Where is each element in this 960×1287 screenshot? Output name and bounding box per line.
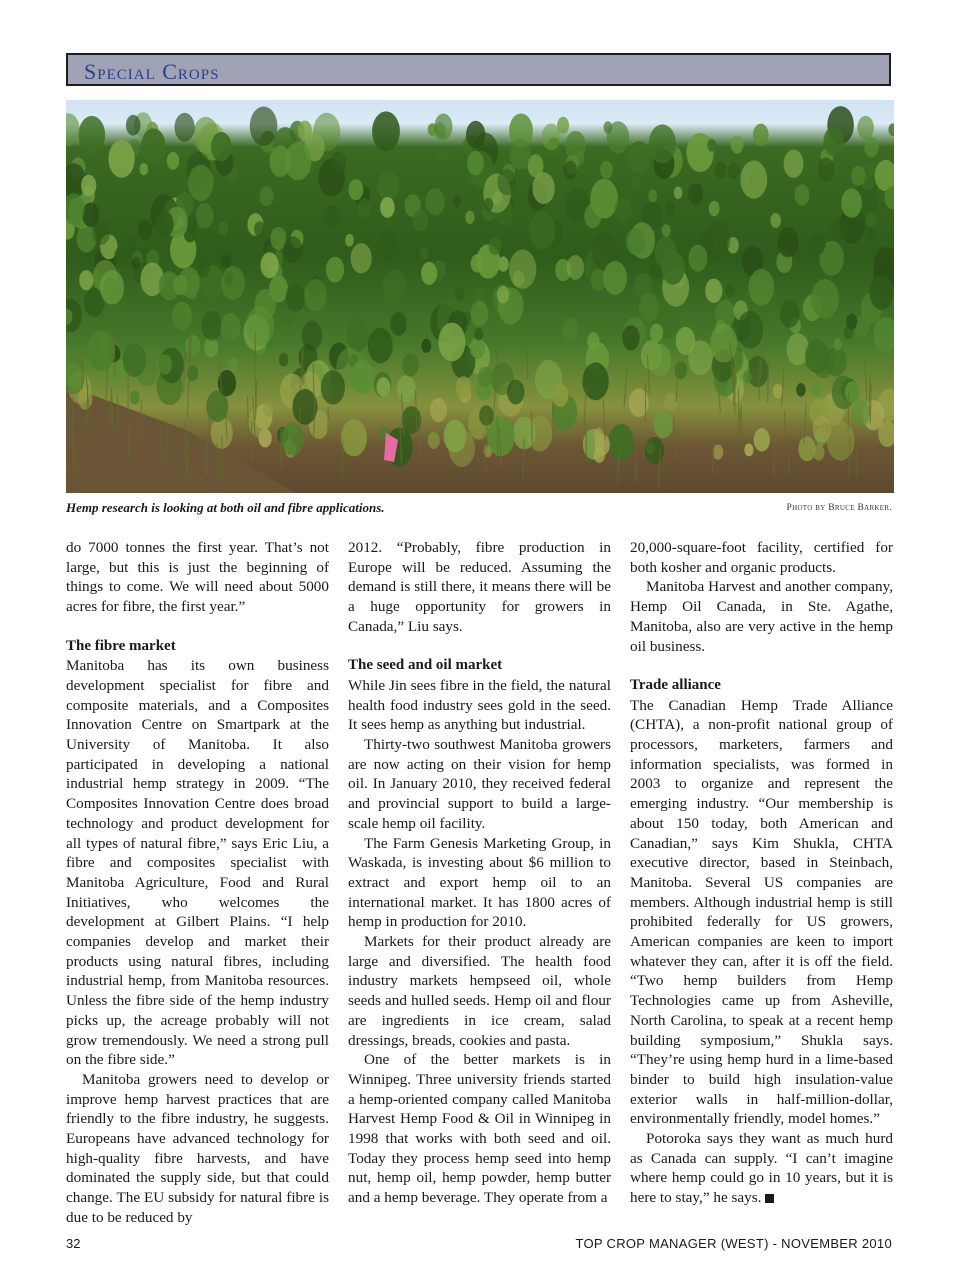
paragraph-spacer xyxy=(348,637,611,657)
body-paragraph: Manitoba Harvest and another company, Hemp Oil Canada, in Ste. Agathe, Manitoba, also are very active in the hemp oil business. xyxy=(630,578,893,655)
photo-credit: Photo by Bruce Barker. xyxy=(786,503,892,513)
subheading: The fibre market xyxy=(66,637,176,654)
body-paragraph: Manitoba growers need to develop or improve hemp harvest practices that are friendly to the fibre industry, he suggests. Europeans have advanced technology for high-quality fibre harvests, and have dominated the supply side, but that could change. The EU subsidy for natural fibre is due to be reduced by xyxy=(66,1070,329,1226)
hemp-field-photo xyxy=(66,100,894,493)
body-paragraph: Thirty-two southwest Manitoba growers are now acting on their vision for hemp oil. In January 2010, they received federal and provincial support to build a large-scale hemp oil facility. xyxy=(348,736,611,832)
body-paragraph: While Jin sees fibre in the field, the natural health food industry sees gold in the seed. It sees hemp as anything but industrial. xyxy=(348,676,611,734)
body-paragraph: One of the better markets is in Winnipeg. Three university friends started a hemp-oriented company called Manitoba Harvest Hemp Food & Oil in Winnipeg in 1998 that works with both seed and oil. Today they process hemp seed into hemp nut, hemp oil, hemp powder, hemp butter and a hemp beverage. They operate from a xyxy=(348,1051,611,1207)
body-paragraph: Markets for their product already are large and diversified. The health food industry markets hempseed oil, whole seeds and hulled seeds. Hemp oil and flour are ingredients in ice cream, salad dressings, breads, cookies and pasta. xyxy=(348,933,611,1049)
article-column-1 xyxy=(66,538,329,1228)
section-title: Special Crops xyxy=(84,59,220,84)
hemp-field-illustration xyxy=(66,100,894,493)
article-column-3 xyxy=(630,538,893,1208)
paragraph-text: Potoroka says they want as much hurd as Canada can supply. “I can’t imagine where hemp could go in 10 years, but it is here to stay,” he says. xyxy=(630,1130,893,1207)
subheading: Trade alliance xyxy=(630,676,721,693)
end-of-article-mark xyxy=(765,1194,774,1203)
body-paragraph: do 7000 tonnes the first year. That’s not large, but this is just the beginning of things to come. We will need about 5000 acres for fibre, the first year.” xyxy=(66,539,329,616)
subheading: The seed and oil market xyxy=(348,657,503,674)
body-paragraph: 2012. “Probably, fibre production in Europe will be reduced. Assuming the demand is still there, it means there will be a huge opportunity for growers in Canada,” Liu says. xyxy=(348,539,611,635)
body-paragraph: Manitoba has its own business development specialist for fibre and composite materials, and a Composites Innovation Centre on Smartpark at the University of Manitoba. It also participated in developing a national industrial hemp strategy in 2009. “The Composites Innovation Centre does broad technology and product development for all types of natural fibre,” says Eric Liu, a fibre and composites specialist with Manitoba Agriculture, Food and Rural Initiatives, who welcomes the development at Gilbert Plains. “I help companies develop and market their products using natural fibres, including industrial hemp, from Manitoba resources. Unless the fibre side of the hemp industry picks up, the acreage probably will not grow tremendously. We need a strong pull on the fibre side.” xyxy=(66,657,329,1069)
body-paragraph: The Farm Genesis Marketing Group, in Waskada, is investing about $6 million to extract and export hemp oil to an international market. It has 1800 acres of hemp in production for 2010. xyxy=(348,834,611,931)
paragraph-spacer xyxy=(66,617,329,637)
page-number: 32 xyxy=(66,1236,81,1251)
publication-footer: TOP CROP MANAGER (WEST) - NOVEMBER 2010 xyxy=(575,1236,892,1251)
body-paragraph: The Canadian Hemp Trade Alliance (CHTA), a non-profit national group of processors, marketers, farmers and information specialists, was formed in 2003 to organize and represent the emerging industry. “Our membership is about 150 today, both American and Canadian,” says Kim Shukla, CHTA executive director, based in Steinbach, Manitoba. Several US companies are members. Although industrial hemp is still prohibited federally for US growers, American companies are keen to import whatever they can, after it is off the field. “Two hemp builders from Hemp Technologies came up from Asheville, North Carolina, to speak at a recent hemp building symposium,” Shukla says. “They’re using hemp hurd in a lime-based binder to build high insulation-value exterior walls in half-million-dollar, environmentally friendly, model homes.” xyxy=(630,696,893,1128)
photo-caption: Hemp research is looking at both oil and fibre applications. xyxy=(66,500,385,515)
article-column-2 xyxy=(348,538,611,1208)
body-paragraph: 20,000-square-foot facility, certified for both kosher and organic products. xyxy=(630,539,893,576)
paragraph-spacer xyxy=(630,656,893,676)
section-header-bar xyxy=(66,53,891,86)
body-paragraph xyxy=(630,1129,893,1208)
